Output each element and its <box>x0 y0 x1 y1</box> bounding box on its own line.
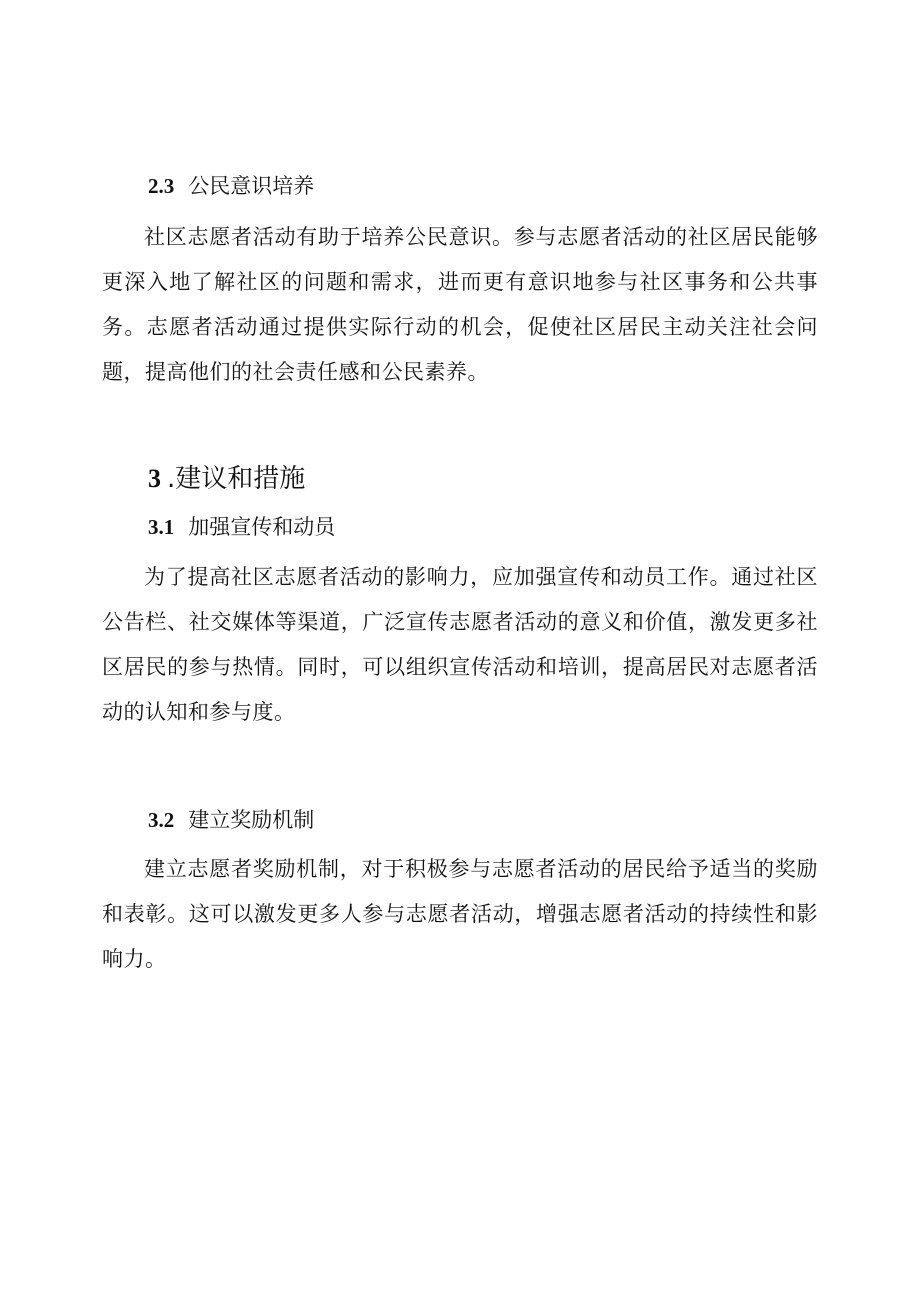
section-heading-3 <box>148 463 305 495</box>
section-paragraph-2-3: 社区志愿者活动有助于培养公民意识。参与志愿者活动的社区居民能够更深入地了解社区的问题和需求，进而更有意识地参与社区事务和公共事务。志愿者活动通过提供实际行动的机会，促使社区居民主动关注社会问题，提高他们的社会责任感和公民素养。 <box>102 225 818 384</box>
section-number: 3.2 <box>148 808 175 832</box>
section-title: 加强宣传和动员 <box>188 515 336 539</box>
section-heading-3-2 <box>148 808 314 833</box>
section-heading-2-3 <box>148 174 314 199</box>
section-title: 建立奖励机制 <box>188 808 315 832</box>
section-number: 3.1 <box>148 515 175 539</box>
section-title: .建议和措施 <box>167 464 306 494</box>
section-title: 公民意识培养 <box>188 174 315 198</box>
section-paragraph-3-1: 为了提高社区志愿者活动的影响力，应加强宣传和动员工作。通过社区公告栏、社交媒体等渠道，广泛宣传志愿者活动的意义和价值，激发更多社区居民的参与热情。同时，可以组织宣传活动和培训，提高居民对志愿者活动的认知和参与度。 <box>102 565 818 724</box>
section-number: 2.3 <box>148 174 175 198</box>
section-number: 3 <box>148 464 161 493</box>
section-heading-3-1 <box>148 515 335 540</box>
section-paragraph-3-2: 建立志愿者奖励机制，对于积极参与志愿者活动的居民给予适当的奖励和表彰。这可以激发更多人参与志愿者活动，增强志愿者活动的持续性和影响力。 <box>102 857 818 971</box>
